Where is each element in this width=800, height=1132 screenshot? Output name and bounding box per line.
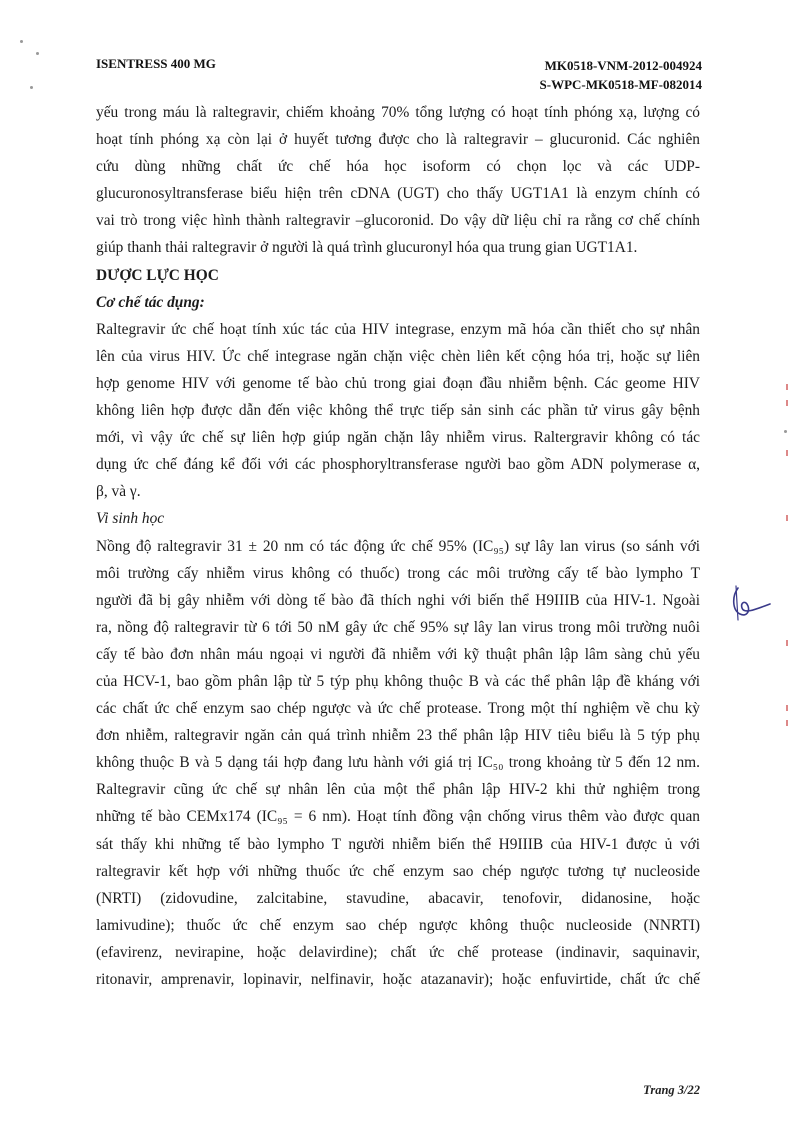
page-number: Trang 3/22 [643,1083,700,1097]
text-line: môi trường cấy nhiễm virus không có thuốc) trong các môi trường cấy tế bào lympho T [96,564,700,582]
header-document-codes [540,56,702,94]
text-line: sát thấy khi những tế bào lympho T người nhiễm biến thể H9IIIB của HIV-1 được ủ với [96,835,700,853]
text-line: dụng ức chế đáng kể đối với các phosphoryltransferase người bao gồm ADN polymerase α, [96,456,700,474]
subheading-microbiology: Vi sinh học [96,510,165,528]
initial-signature-mark [728,584,774,624]
text-line: các chất ức chế enzym sao chép ngược và ức chế protease. Trong một thí nghiệm về chu kỳ [96,700,700,718]
paragraph-metabolism [96,99,700,262]
section-heading-pharmacodynamics: DƯỢC LỰC HỌC [96,266,219,284]
text-line: lamivudine); thuốc ức chế enzym sao chép ngược không thuộc nucleoside (NNRTI) [96,916,700,934]
paragraph-mechanism [96,316,700,506]
text-line: Raltegravir cũng ức chế sự nhân lên của một thể phân lập HIV-2 khi thử nghiệm trong [96,781,700,799]
margin-mark [786,515,788,521]
text-line: không thuộc B và 5 dạng tái hợp đang lưu hành với giá trị IC₅₀ trong khoảng từ 5 đến 12 nm. [96,754,700,772]
text-line: yếu trong máu là raltegravir, chiếm khoảng 70% tổng lượng có hoạt tính phóng xạ, lượng có [96,104,700,121]
header-product-name: ISENTRESS 400 MG [96,56,216,71]
margin-mark [784,430,787,433]
text-line: hợp genome HIV với genome tế bào chủ trong giai đoạn đầu nhiễm bệnh. Các geome HIV [96,374,700,392]
header-code-2: S-WPC-MK0518-MF-082014 [539,77,702,92]
margin-mark [786,640,788,646]
text-line: ra, nồng độ raltegravir từ 6 tới 50 nM gây ức chế 95% sự lây lan virus trong môi trường nuôi [96,618,700,636]
text-line: lên của virus HIV. Ức chế integrase ngăn chặn việc chèn liên kết cộng hóa trị, hoặc sự liên [96,347,700,365]
margin-mark [786,400,788,406]
document-body [96,99,700,993]
text-line: đơn nhiễm, raltegravir ngăn cản quá trình nhiễm 23 thể phân lập HIV tiêu biểu là 5 týp phụ [96,727,700,745]
scan-speck [20,40,23,43]
margin-mark [786,450,788,456]
text-line: ritonavir, amprenavir, lopinavir, nelfinavir, hoặc atazanavir); hoặc enfuvirtide, chất ức chế [96,971,700,988]
scan-speck [30,86,33,89]
subheading-mechanism: Cơ chế tác dụng: [96,293,205,311]
text-line: (efavirenz, nevirapine, hoặc delavirdine); chất ức chế protease (indinavir, saquinavir, [96,943,700,961]
text-line: (NRTI) (zidovudine, zalcitabine, stavudine, abacavir, tenofovir, didanosine, hoặc [96,889,700,907]
text-line: Nồng độ raltegravir 31 ± 20 nm có tác động ức chế 95% (IC₉₅) sự lây lan virus (so sánh với [96,537,700,555]
text-line: hoạt tính phóng xạ còn lại ở huyết tương được cho là raltegravir – glucuronid. Các nghiên [96,131,700,149]
margin-mark [786,705,788,711]
text-line: vai trò trong việc hình thành raltegravir –glucoronid. Do vậy dữ liệu chỉ ra rằng cơ chế chính [96,212,700,230]
margin-mark [786,384,788,390]
text-line: β, và γ. [96,483,141,501]
margin-mark [786,720,788,726]
paragraph-microbiology [96,533,700,994]
text-line: người đã bị gây nhiễm với dòng tế bào đã thích nghi với biến thể H9IIIB của HIV-1. Ngoài [96,591,700,609]
scan-speck [36,52,39,55]
text-line: cứu dùng những chất ức chế hóa học isoform có chọn lọc và các UDP- [96,158,700,176]
text-line: cấy tế bào đơn nhân máu ngoại vi người đã nhiễm với kỹ thuật phân lập lâm sàng chủ yếu [96,645,700,663]
text-line: không liên hợp được dẫn đến việc không thể trực tiếp sản sinh các phần tử virus gây bệnh [96,402,700,420]
text-line: của HCV-1, bao gồm phân lập từ 5 týp phụ không thuộc B và các thể phân lập đề kháng với [96,672,700,690]
text-line: glucuronosyltransferase biểu hiện trên cDNA (UGT) cho thấy UGT1A1 là enzym chính có [96,185,700,203]
text-line: mới, vì vậy ức chế sự liên hợp giúp ngăn chặn lây nhiễm virus. Raltergravir không có tác [96,429,700,447]
text-line: những tế bào CEMx174 (IC₉₅ = 6 nm). Hoạt tính đồng vận chống virus thêm vào được quan [96,808,700,826]
text-line: giúp thanh thải raltegravir ở người là quá trình glucuronyl hóa qua trung gian UGT1A1. [96,239,638,257]
text-line: raltegravir kết hợp với những thuốc ức chế enzym sao chép ngược tương tự nucleoside [96,862,700,880]
header-code-1: MK0518-VNM-2012-004924 [544,58,702,73]
text-line: Raltegravir ức chế hoạt tính xúc tác của HIV integrase, enzym mã hóa cần thiết cho sự nhân [96,320,700,338]
